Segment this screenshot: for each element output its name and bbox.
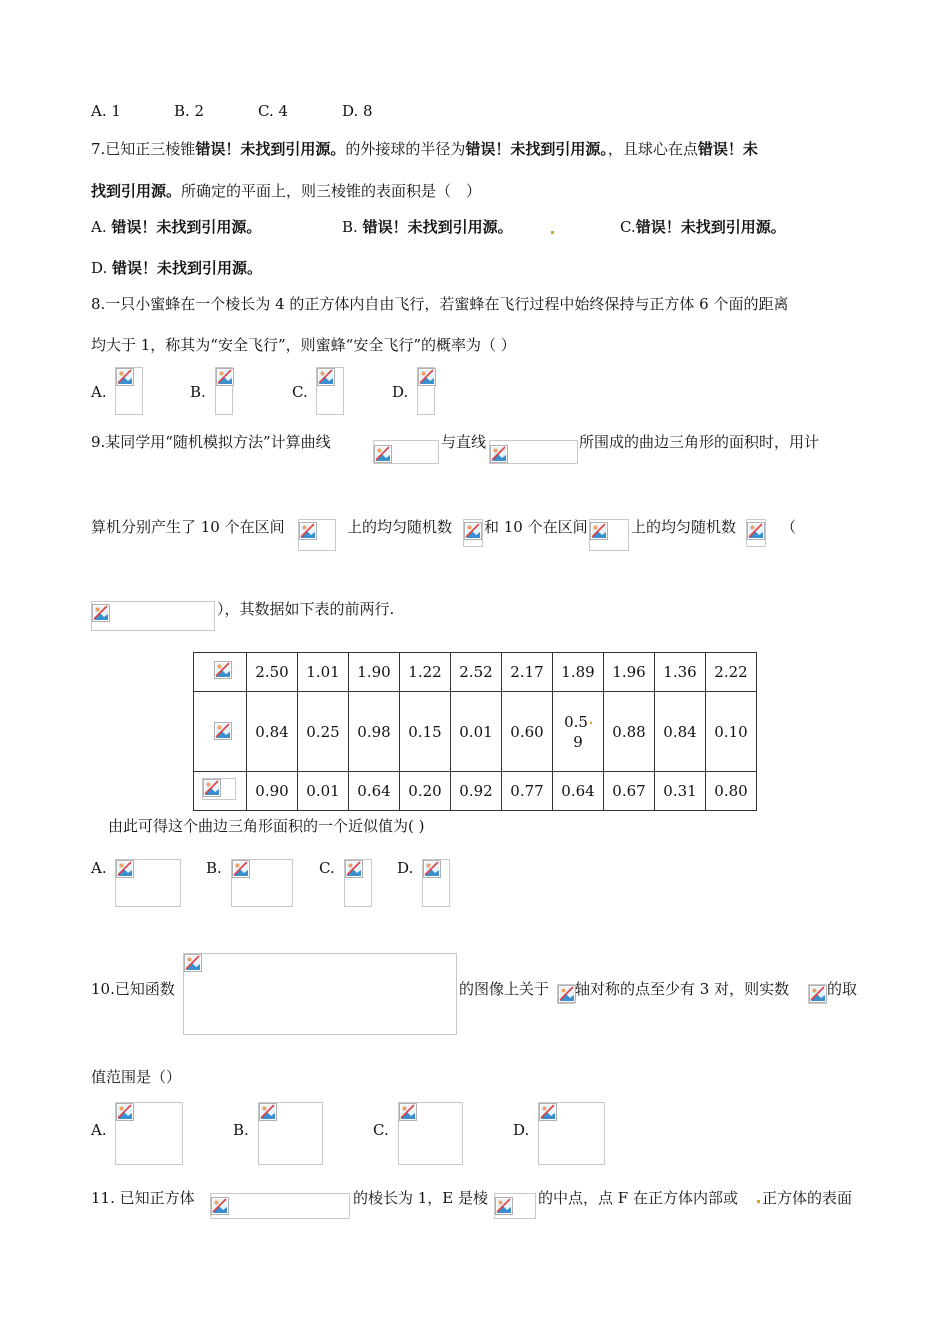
stray-dot [757, 1200, 760, 1203]
q11-edge-name [494, 1193, 536, 1219]
broken-image-icon [495, 1197, 513, 1215]
row-header-z [194, 772, 247, 811]
q8-option-d-label: D. [392, 383, 409, 401]
q6-option-b: B. 2 [174, 102, 205, 120]
broken-image-icon [232, 860, 250, 878]
table-cell: 0.31 [655, 772, 706, 811]
q9-text-7: 上的均匀随机数 [631, 518, 737, 536]
broken-image-icon [558, 985, 576, 1003]
q7-option-c [620, 216, 786, 237]
q9-option-d-image [422, 859, 450, 907]
q7-error-ref: 错误！未找到引用源。 [362, 218, 513, 236]
table-cell: 1.96 [604, 653, 655, 692]
q9-text-3: 所围成的曲边三角形的面积时，用计 [579, 433, 820, 451]
q9-option-a-label: A. [91, 859, 107, 877]
q9-option-b-image [231, 859, 293, 907]
broken-image-icon [116, 860, 134, 878]
q10-option-b-image [258, 1102, 323, 1165]
q7-text: ，且球心在点 [607, 140, 698, 158]
q11-cube-name [210, 1193, 350, 1219]
broken-image-icon [203, 779, 221, 797]
option-label: C. [620, 218, 636, 236]
q7-error-ref: 错误！未找到引用源。 [635, 218, 786, 236]
q9-text-4: 算机分别产生了 10 个在区间 [91, 518, 285, 536]
q6-option-c: C. 4 [258, 102, 289, 120]
broken-image-icon [116, 1103, 134, 1121]
q7-error-ref: 错误！未找到引用源。 [111, 218, 262, 236]
stray-dot [590, 722, 592, 724]
q9-text-9: ），其数据如下表的前两行. [217, 600, 395, 618]
q9-option-c-label: C. [319, 859, 335, 877]
table-cell: 0.80 [706, 772, 757, 811]
q7-line1 [91, 138, 758, 159]
q7-option-a [91, 216, 261, 237]
option-label: D. [91, 259, 108, 277]
q8-option-a-label: A. [91, 383, 107, 401]
q10-option-d-image [538, 1102, 605, 1165]
q7-error-ref: 错误！未找到引用源。 [465, 140, 608, 158]
q9-after-text: 由此可得这个曲边三角形面积的一个近似值为( ) [108, 817, 425, 835]
q11-text-2: 的棱长为 1，E 是棱 [353, 1189, 489, 1207]
q10-option-a-image [115, 1102, 183, 1165]
q9-option-d-label: D. [397, 859, 414, 877]
q11-text-3: 的中点，点 F 在正方体内部或 [538, 1189, 738, 1207]
table-cell: 0.77 [502, 772, 553, 811]
q7-error-ref: 找到引用源。 [91, 182, 182, 200]
broken-image-icon [590, 522, 608, 540]
broken-image-icon [184, 954, 202, 972]
q7-error-ref: 错误！未找到引用源。 [195, 140, 346, 158]
q9-data-table [193, 652, 757, 811]
option-label: A. [91, 218, 107, 236]
broken-image-icon [747, 522, 765, 540]
table-cell: 0.90 [247, 772, 298, 811]
broken-image-icon [317, 368, 335, 386]
q9-text-8: （ [781, 518, 797, 536]
table-cell: 0.98 [349, 692, 400, 772]
q10-option-b-label: B. [233, 1121, 249, 1139]
broken-image-icon [214, 722, 232, 740]
q7-error-ref: 错误！未找到引用源。 [112, 259, 263, 277]
broken-image-icon [299, 522, 317, 540]
q10-text-4: 的取 [827, 980, 858, 998]
q9-text-5: 上的均匀随机数 [347, 518, 453, 536]
broken-image-icon [216, 368, 234, 386]
q6-option-a: A. 1 [91, 102, 121, 120]
table-cell: 0.92 [451, 772, 502, 811]
table-cell: 0.64 [349, 772, 400, 811]
broken-image-icon [464, 522, 482, 540]
q7-option-d [91, 257, 262, 278]
q10-text-5: 值范围是（） [91, 1068, 182, 1086]
broken-image-icon [259, 1103, 277, 1121]
q10-option-d-label: D. [513, 1121, 530, 1139]
broken-image-icon [374, 445, 392, 463]
cell-part: 0.5 [564, 712, 588, 731]
q9-var-y [746, 519, 766, 547]
option-label: B. [342, 218, 358, 236]
q9-interval-2 [589, 519, 629, 551]
table-cell: 2.52 [451, 653, 502, 692]
q11-text-4: 正方体的表面 [762, 1189, 853, 1207]
broken-image-icon [214, 661, 232, 679]
table-cell: 0.64 [553, 772, 604, 811]
q9-var-x [463, 519, 483, 547]
table-cell: 0.60 [502, 692, 553, 772]
broken-image-icon [539, 1103, 557, 1121]
q9-text-2: 与直线 [441, 433, 487, 451]
q9-line-formula [489, 440, 578, 464]
table-cell: 1.36 [655, 653, 706, 692]
q9-text-6: 和 10 个在区间 [484, 518, 588, 536]
q10-option-c-label: C. [373, 1121, 389, 1139]
q10-text-3: 轴对称的点至少有 3 对，则实数 [575, 980, 790, 998]
row-header-y [194, 692, 247, 772]
q10-text-2: 的图像上关于 [459, 980, 550, 998]
q8-option-c-image [316, 367, 344, 415]
table-cell: 1.22 [400, 653, 451, 692]
table-row [194, 692, 757, 772]
q6-option-d: D. 8 [342, 102, 373, 120]
row-header-x [194, 653, 247, 692]
cell-part: 9 [573, 732, 583, 751]
table-cell: 1.01 [298, 653, 349, 692]
q8-option-a-image [115, 367, 143, 415]
table-row [194, 653, 757, 692]
q9-option-b-label: B. [206, 859, 222, 877]
header-image-frame [202, 778, 236, 800]
broken-image-icon [345, 860, 363, 878]
q7-line2 [91, 180, 481, 201]
table-cell: 0.25 [298, 692, 349, 772]
broken-image-icon [809, 985, 827, 1003]
q11-text-1: 11. 已知正方体 [91, 1189, 195, 1207]
q10-axis-var [557, 984, 575, 1004]
table-row [194, 772, 757, 811]
q9-option-a-image [115, 859, 181, 907]
q8-option-d-image [417, 367, 435, 415]
table-cell: 0.20 [400, 772, 451, 811]
table-cell: 2.50 [247, 653, 298, 692]
table-cell-split [553, 692, 604, 772]
q8-option-b-label: B. [190, 383, 206, 401]
broken-image-icon [399, 1103, 417, 1121]
table-cell: 1.90 [349, 653, 400, 692]
q9-option-c-image [344, 859, 372, 907]
broken-image-icon [418, 368, 436, 386]
q8-line2: 均大于 1，称其为“安全飞行”，则蜜蜂“安全飞行”的概率为（ ） [91, 336, 516, 354]
q9-curve-formula [373, 440, 439, 464]
table-cell: 2.17 [502, 653, 553, 692]
q7-text: 7.已知正三棱锥 [91, 140, 196, 158]
q8-option-c-label: C. [292, 383, 308, 401]
q10-option-c-image [398, 1102, 463, 1165]
q7-error-ref: 错误！未 [697, 140, 758, 158]
table-cell: 1.89 [553, 653, 604, 692]
q10-text-1: 10.已知函数 [91, 980, 175, 998]
q9-index-range [91, 601, 215, 631]
q10-option-a-label: A. [91, 1121, 107, 1139]
q7-option-b [342, 216, 513, 237]
q9-text-1: 9.某同学用“随机模拟方法”计算曲线 [91, 433, 331, 451]
table-cell: 0.67 [604, 772, 655, 811]
q10-param-var [808, 984, 826, 1004]
q8-line1: 8.一只小蜜蜂在一个棱长为 4 的正方体内自由飞行，若蜜蜂在飞行过程中始终保持与正方体 6 个面的距离 [91, 295, 789, 313]
table-cell: 2.22 [706, 653, 757, 692]
broken-image-icon [423, 860, 441, 878]
table-cell: 0.88 [604, 692, 655, 772]
broken-image-icon [211, 1197, 229, 1215]
broken-image-icon [490, 445, 508, 463]
stray-dot [551, 231, 554, 234]
broken-image-icon [116, 368, 134, 386]
table-cell: 0.84 [655, 692, 706, 772]
table-cell: 0.15 [400, 692, 451, 772]
broken-image-icon [92, 604, 110, 622]
q10-function-formula [183, 953, 457, 1035]
q7-text: 所确定的平面上，则三棱锥的表面积是（ ） [181, 182, 482, 200]
q9-interval-1 [298, 519, 336, 551]
table-cell: 0.01 [451, 692, 502, 772]
table-cell: 0.84 [247, 692, 298, 772]
q8-option-b-image [215, 367, 233, 415]
table-cell: 0.01 [298, 772, 349, 811]
q7-text: 的外接球的半径为 [345, 140, 466, 158]
table-cell: 0.10 [706, 692, 757, 772]
